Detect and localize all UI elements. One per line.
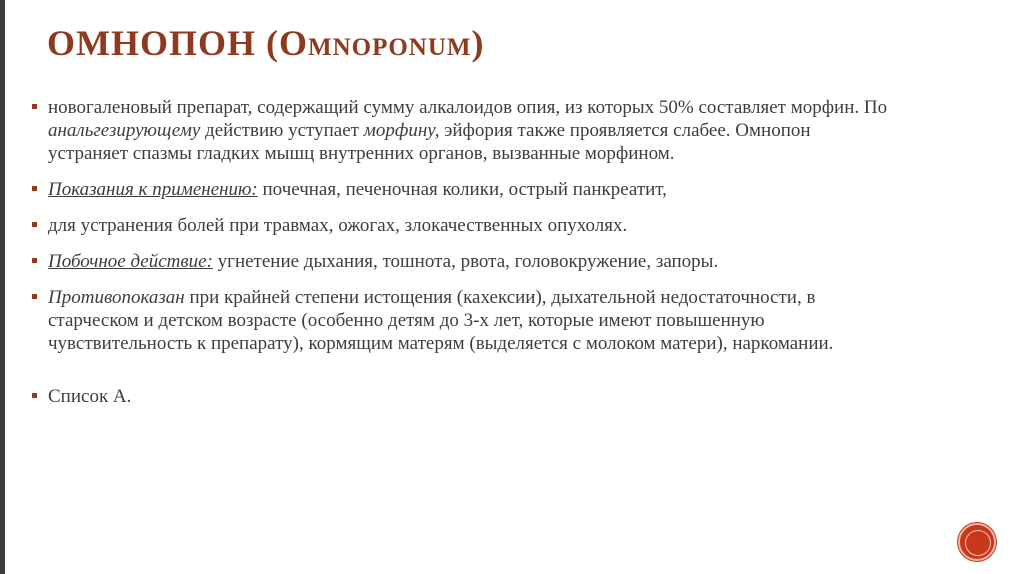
list-item-text: угнетение дыхания, тошнота, рвота, головокружение, запоры. <box>212 251 719 272</box>
list-item-text: анальгезирующему <box>48 120 201 141</box>
list-item-text: при крайней степени истощения (кахексии), дыхательной недостаточности, в старческом и детском возрасте (особенно детям до 3-х лет, которые имеют повышенную чувствительность к препарату), кормящим матерям (выделяется с молоком матери), наркомании. <box>48 287 834 354</box>
list-item-text: действию уступает <box>200 120 364 141</box>
list-item-text: Противопоказан <box>48 287 185 308</box>
left-edge-bar <box>0 0 5 574</box>
list-item-text: для устранения болей при травмах, ожогах, злокачественных опухолях. <box>48 215 628 236</box>
list-item <box>32 250 892 273</box>
list-item-text: Показания к применению: <box>48 179 258 200</box>
bullet-icon <box>32 222 37 227</box>
title-latin: (Omnoponum) <box>266 23 485 63</box>
list-item-text: Побочное действие: <box>48 251 213 272</box>
bullet-icon <box>32 294 37 299</box>
bullet-icon <box>32 393 37 398</box>
list-item <box>32 178 892 201</box>
list-item-text: почечная, печеночная колики, острый панкреатит, <box>257 179 667 200</box>
bullet-icon <box>32 258 37 263</box>
list-item-text: морфину, <box>363 120 440 141</box>
title-main: ОМНОПОН <box>47 23 256 63</box>
bullet-icon <box>32 186 37 191</box>
list-item <box>32 214 892 237</box>
list-item-text: эйфория также проявляется слабее. Омнопон устраняет спазмы гладких мышц внутренних органов, вызванные морфином. <box>48 120 811 164</box>
bullet-icon <box>32 104 37 109</box>
bullet-list <box>32 96 892 421</box>
list-item-text: Список А. <box>48 386 132 407</box>
list-item <box>32 286 892 355</box>
slide-title <box>47 22 485 64</box>
list-item <box>32 96 892 165</box>
list-item <box>32 385 892 408</box>
nav-button-ring <box>965 530 991 556</box>
list-item-text: новогаленовый препарат, содержащий сумму алкалоидов опия, из которых 50% составляет морфин. По <box>48 97 888 118</box>
circle-nav-icon[interactable] <box>958 523 996 561</box>
